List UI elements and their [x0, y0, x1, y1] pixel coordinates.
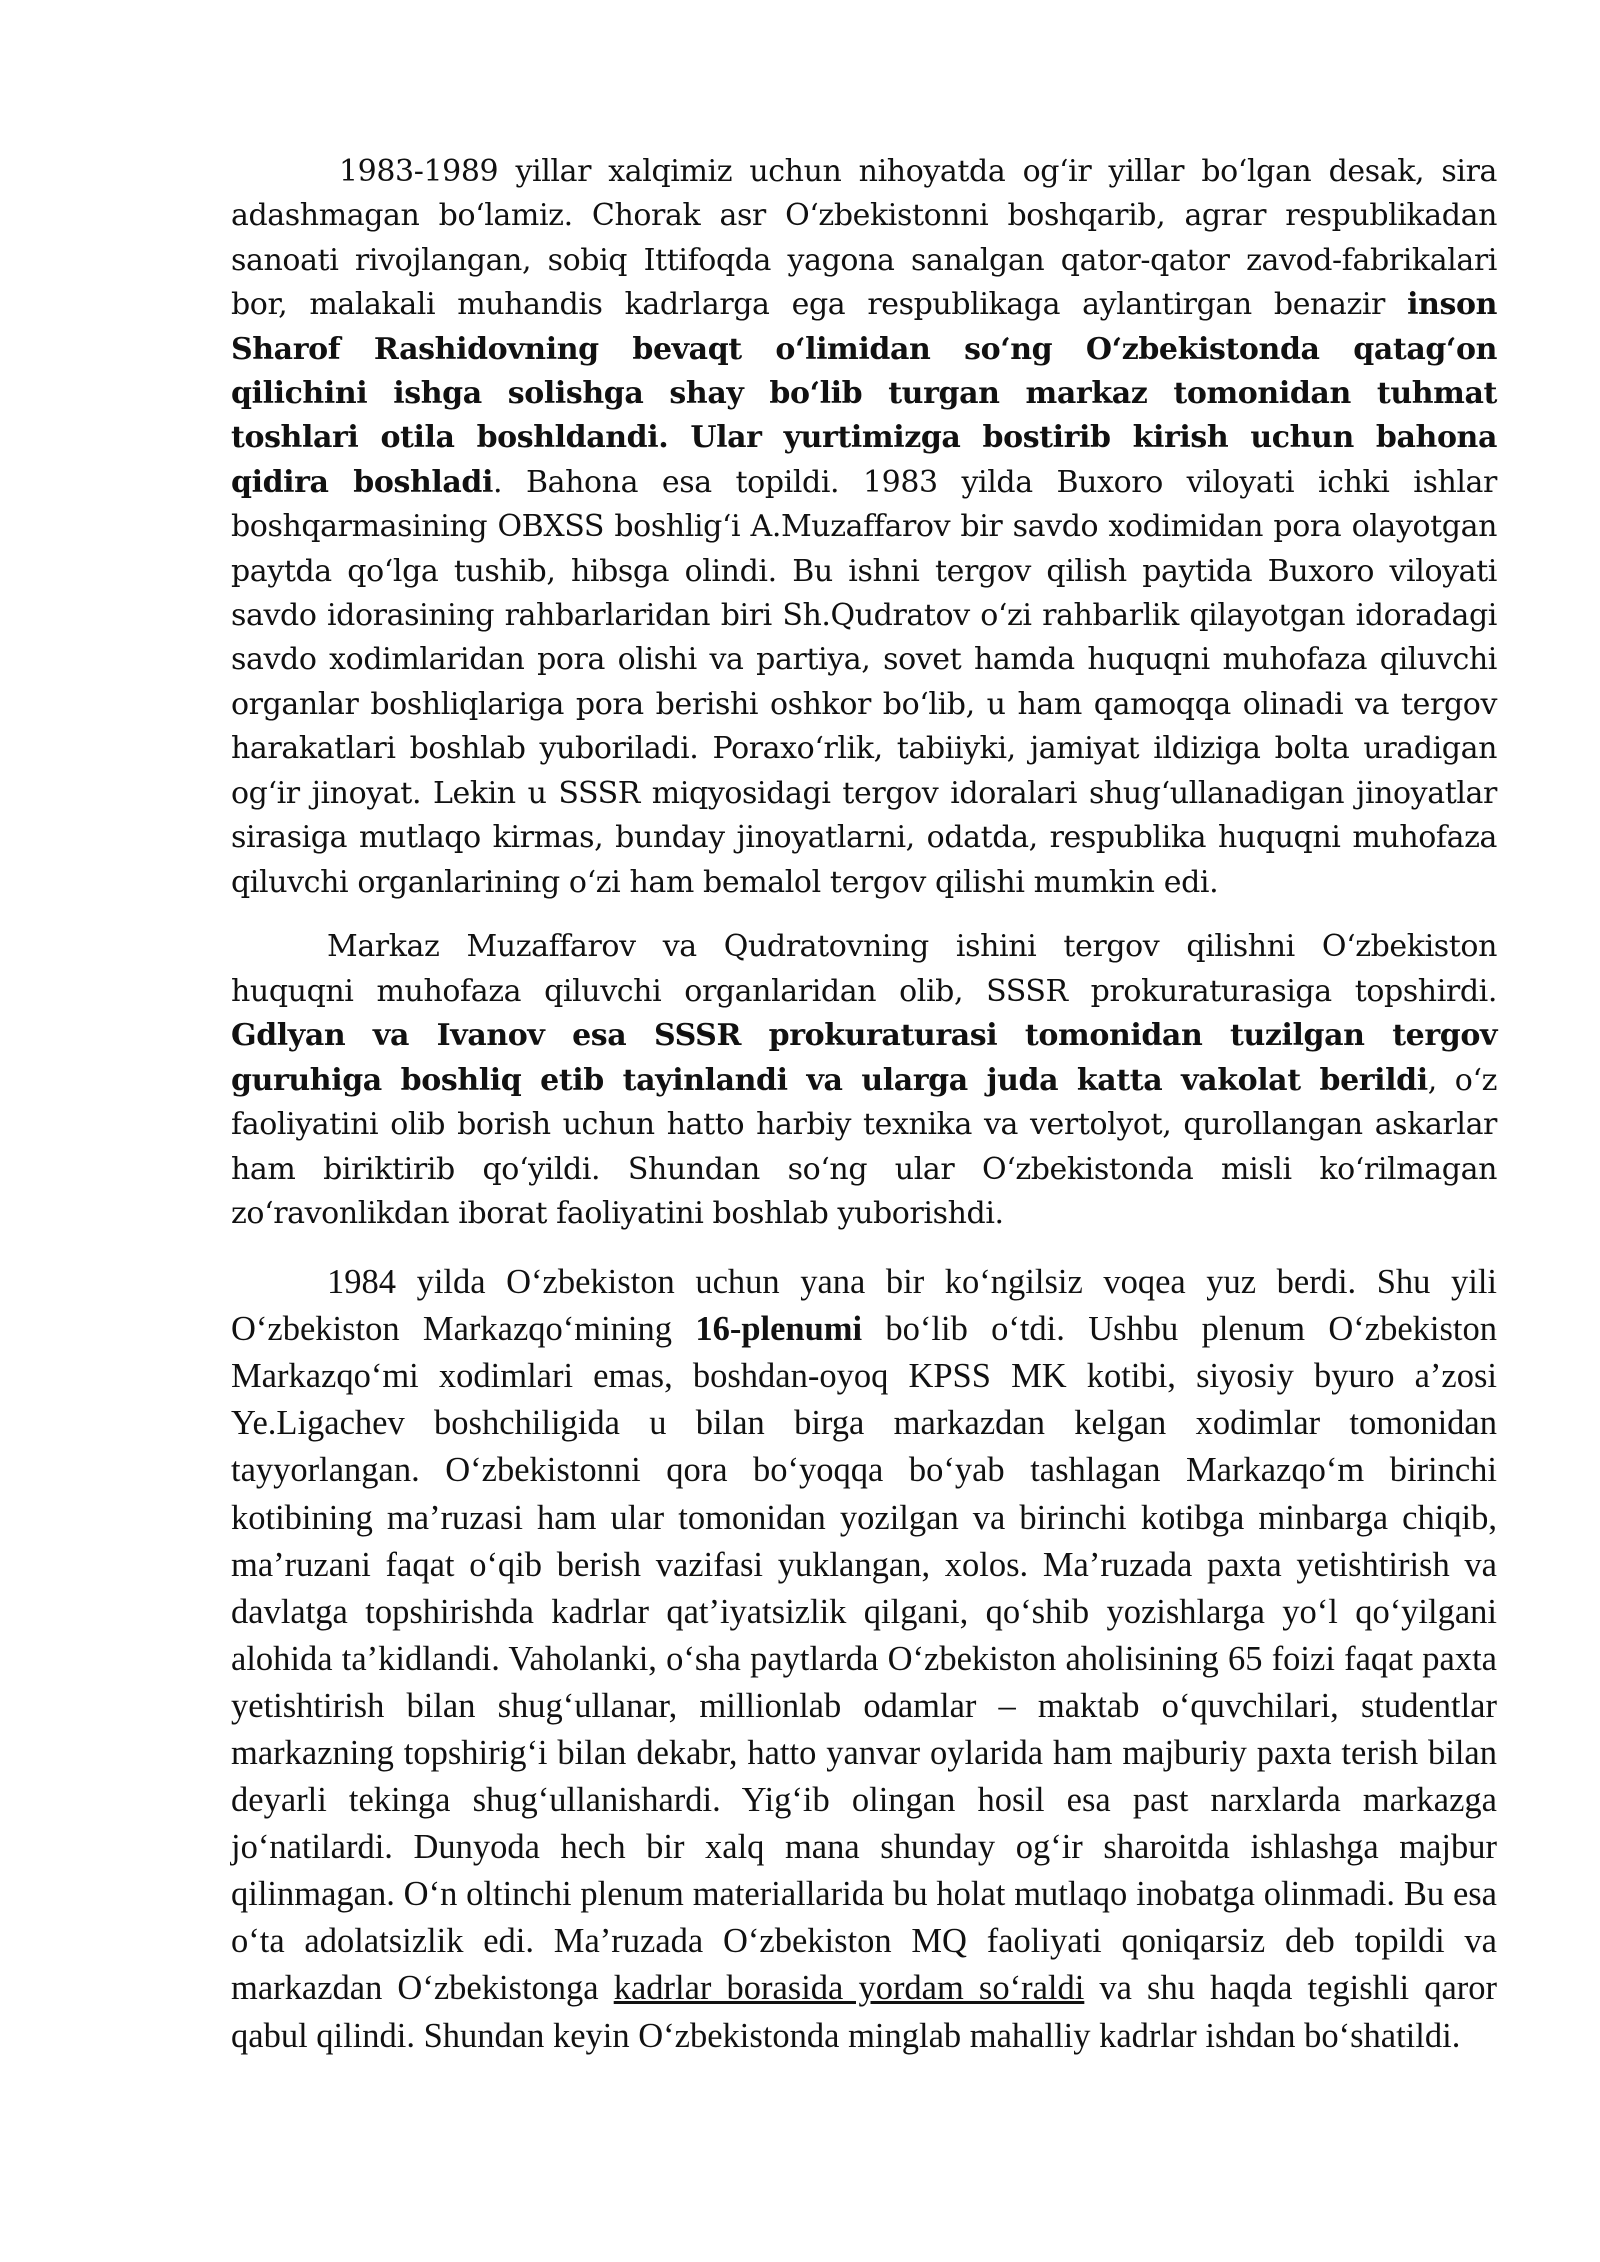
- paragraph-3: [231, 1259, 1497, 2060]
- paragraph-3-text: 1984 yilda O‘zbekiston uchun yana bir ko‘ngilsiz voqea yuz berdi. Shu yili O‘zbekiston Markazqo‘mining: [231, 1263, 1497, 1349]
- paragraph-1: [231, 150, 1497, 905]
- paragraph-2-bold-text: Gdlyan va Ivanov esa SSSR prokuraturasi tomonidan tuzilgan tergov guruhiga boshliq etib tayinlandi va ularga juda katta vakolat berildi: [231, 1018, 1497, 1098]
- paragraph-3-text-end: va shu haqda tegishli qaror qabul qilindi. Shundan keyin O‘zbekistonda minglab mahalliy kadrlar ishdan bo‘shatildi.: [231, 1969, 1497, 2055]
- paragraph-1-bold-text: inson Sharof Rashidovning bevaqt o‘limidan so‘ng O‘zbekistonda qatag‘on qilichini ishga solishga shay bo‘lib turgan markaz tomonidan tuhmat toshlari otila boshldandi. Ular yurtimizga bostirib kirish uchun bahona qidira boshladi: [231, 287, 1497, 500]
- paragraph-2-text-continued: , o‘z faoliyatini olib borish uchun hatto harbiy texnika va vertolyot, qurollangan askarlar ham biriktirib qo‘yildi. Shundan so‘ng ular O‘zbekistonda misli ko‘rilmagan zo‘ravonlikdan iborat faoliyatini boshlab yuborishdi.: [231, 1062, 1498, 1232]
- paragraph-3-underlined-text: kadrlar borasida yordam so‘raldi: [613, 1969, 1085, 2008]
- paragraph-1-text-continued: . Bahona esa topildi. 1983 yilda Buxoro viloyati ichki ishlar boshqarmasining OBXSS boshlig‘i A.Muzaffarov bir savdo xodimidan pora olayotgan paytda qo‘lga tushib, hibsga olindi. Bu ishni tergov qilish paytida Buxoro viloyati savdo idorasining rahbarlaridan biri Sh.Qudratov o‘zi rahbarlik qilayotgan idoradagi savdo xodimlaridan pora olishi va partiya, sovet hamda huquqni muhofaza qiluvchi organlar boshliqlariga pora berishi oshkor bo‘lib, u ham qamoqqa olinadi va tergov harakatlari boshlab yuboriladi. Poraxo‘rlik, tabiiyki, jamiyat ildiziga bolta uradigan og‘ir jinoyat. Lekin u SSSR miqyosidagi tergov idoralari shug‘ullanadigan jinoyatlar sirasiga mutlaqo kirmas, bunday jinoyatlarni, odatda, respublika huquqni muhofaza qiluvchi organlarining o‘zi ham bemalol tergov qilishi mumkin edi.: [231, 464, 1497, 900]
- paragraph-3-bold-text: 16-plenumi: [695, 1310, 863, 1349]
- paragraph-2-text: Markaz Muzaffarov va Qudratovning ishini tergov qilishni O‘zbekiston huquqni muhofaza qiluvchi organlaridan olib, SSSR prokuraturasiga topshirdi.: [231, 928, 1497, 1009]
- paragraph-3-text-continued: bo‘lib o‘tdi. Ushbu plenum O‘zbekiston Markazqo‘mi xodimlari emas, boshdan-oyoq KPSS MK kotibi, siyosiy byuro a’zosi Ye.Ligachev boshchiligida u bilan birga markazdan kelgan xodimlar tomonidan tayyorlangan. O‘zbekistonni qora bo‘yoqqa bo‘yab tashlagan Markazqo‘m birinchi kotibining ma’ruzasi ham ular tomonidan yozilgan va birinchi kotibga minbarga chiqib, ma’ruzani faqat o‘qib berish vazifasi yuklangan, xolos. Ma’ruzada paxta yetishtirish va davlatga topshirishda kadrlar qat’iyatsizlik qilgani, qo‘shib yozishlarga yo‘l qo‘yilgani alohida ta’kidlandi. Vaholanki, o‘sha paytlarda O‘zbekiston aholisining 65 foizi faqat paxta yetishtirish bilan shug‘ullanar, millionlab odamlar – maktab o‘quvchilari, studentlar markazning topshirig‘i bilan dekabr, hatto yanvar oylarida ham majburiy paxta terish bilan deyarli tekinga shug‘ullanishardi. Yig‘ib olingan hosil esa past narxlarda markazga jo‘natilardi. Dunyoda hech bir xalq mana shunday og‘ir sharoitda ishlashga majbur qilinmagan. O‘n oltinchi plenum materiallarida bu holat mutlaqo inobatga olinmadi. Bu esa o‘ta adolatsizlik edi. Ma’ruzada O‘zbekiston MQ faoliyati qoniqarsiz deb topildi va markazdan O‘zbekistonga: [231, 1310, 1497, 2008]
- paragraph-2: [231, 925, 1497, 1237]
- paragraph-1-text: 1983-1989 yillar xalqimiz uchun nihoyatda og‘ir yillar bo‘lgan desak, sira adashmagan bo‘lamiz. Chorak asr O‘zbekistonni boshqarib, agrar respublikadan sanoati rivojlangan, sobiq Ittifoqda yagona sanalgan qator-qator zavod-fabrikalari bor, malakali muhandis kadrlarga ega respublikaga aylantirgan benazir: [231, 154, 1497, 323]
- document-page: [231, 150, 1497, 2060]
